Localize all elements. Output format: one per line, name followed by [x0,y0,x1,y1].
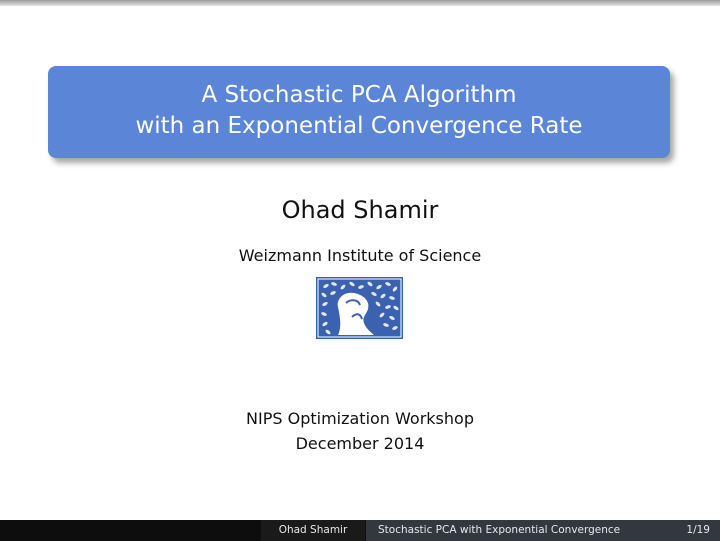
title-line-2: with an Exponential Convergence Rate [135,113,583,139]
weizmann-logo-icon [316,277,403,339]
title-line-1: A Stochastic PCA Algorithm [201,82,517,108]
footer-bar [0,520,720,541]
event-name: NIPS Optimization Workshop [246,409,474,428]
footer-author: Ohad Shamir [261,520,365,541]
event-info [0,406,720,456]
footer-short-title: Stochastic PCA with Exponential Convergence [378,524,621,536]
top-rule [0,0,720,6]
institute-name: Weizmann Institute of Science [238,246,482,265]
footer-title-cell [366,520,720,541]
author-name: Ohad Shamir [281,196,439,224]
event-date: December 2014 [295,434,425,453]
title-block [48,66,670,158]
page-number: 1/19 [686,524,710,536]
